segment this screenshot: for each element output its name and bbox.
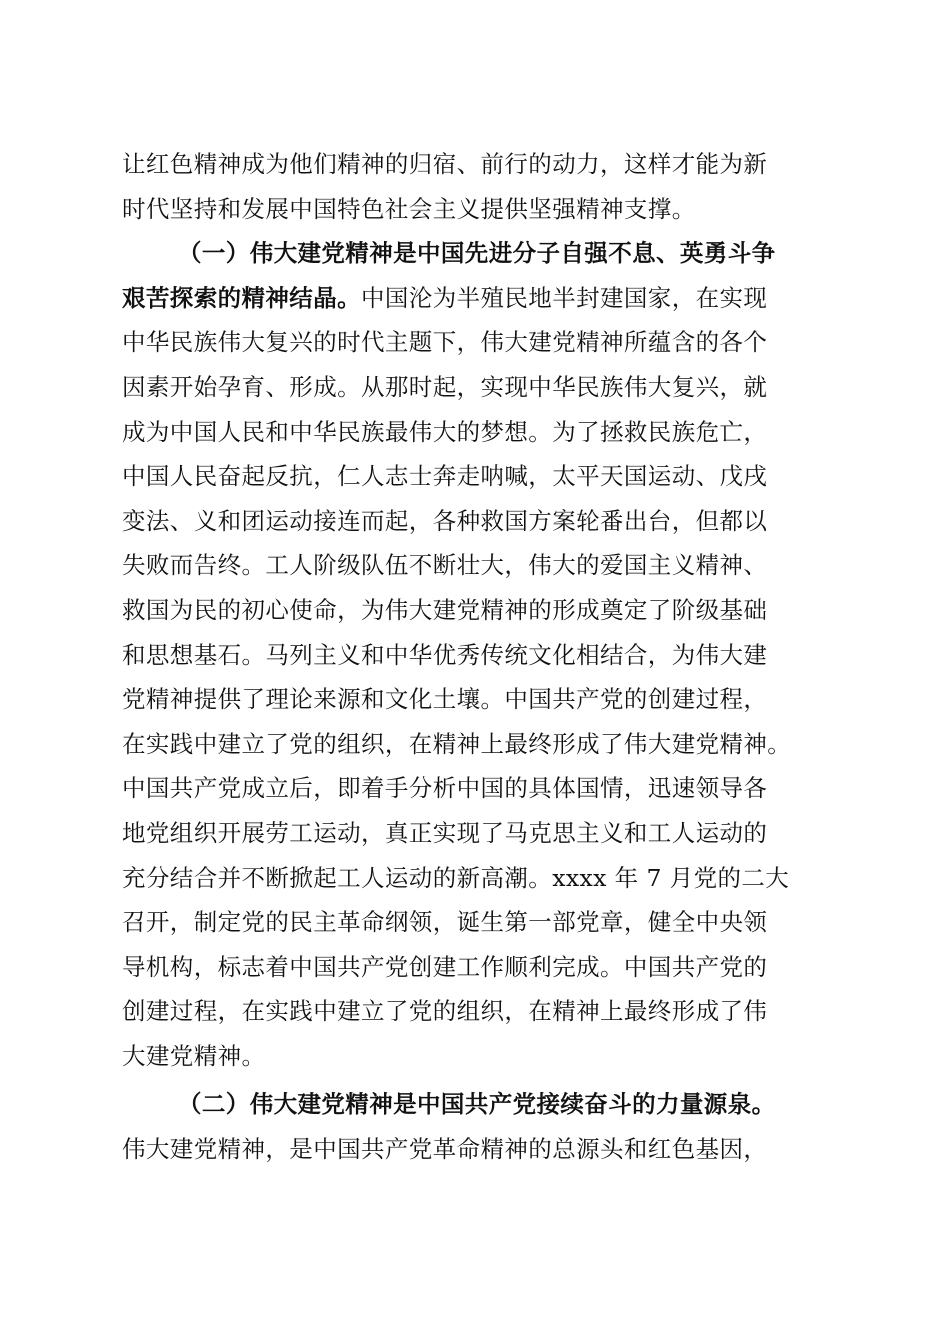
section-2-heading: （二）伟大建党精神是中国共产党接续奋斗的力量源泉。 [178, 1090, 776, 1119]
body-line: 中国共产党成立后，即着手分析中国的具体国情，迅速领导各 [122, 774, 768, 803]
body-line: 在实践中建立了党的组织，在精神上最终形成了伟大建党精神。 [122, 729, 792, 758]
body-line: 党精神提供了理论来源和文化土壤。中国共产党的创建过程， [122, 685, 768, 714]
body-line: 导机构，标志着中国共产党创建工作顺利完成。中国共产党的 [122, 952, 768, 981]
body-line: 创建过程，在实践中建立了党的组织，在精神上最终形成了伟 [122, 997, 768, 1026]
section-1-heading: （一）伟大建党精神是中国先进分子自强不息、英勇斗争 [178, 239, 776, 268]
body-line: 充分结合并不断掀起工人运动的新高潮。xxxx 年 7 月党的二大 [122, 863, 790, 892]
section-1-heading-tail: 艰苦探索的精神结晶。 [122, 283, 361, 312]
body-line: 失败而告终。工人阶级队伍不断壮大，伟大的爱国主义精神、 [122, 551, 768, 580]
body-line: 救国为民的初心使命，为伟大建党精神的形成奠定了阶级基础 [122, 595, 768, 624]
body-line: 中国人民奋起反抗，仁人志士奔走呐喊，太平天国运动、戊戌 [122, 462, 768, 491]
body-line: 让红色精神成为他们精神的归宿、前行的动力，这样才能为新 [122, 150, 768, 178]
body-line: 中华民族伟大复兴的时代主题下，伟大建党精神所蕴含的各个 [122, 328, 768, 357]
document-body [122, 142, 828, 1172]
body-line: 变法、义和团运动接连而起，各种救国方案轮番出台，但都以 [122, 506, 768, 535]
body-line: 召开，制定党的民主革命纲领，诞生第一部党章，健全中央领 [122, 908, 768, 937]
section-1-heading-continued [122, 276, 828, 321]
body-line: 时代坚持和发展中国特色社会主义提供坚强精神支撑。 [122, 194, 696, 223]
body-line: 地党组织开展劳工运动，真正实现了马克思主义和工人运动的 [122, 818, 768, 847]
body-line: 大建党精神。 [122, 1041, 266, 1070]
section-1-body-start: 中国沦为半殖民地半封建国家，在实现 [361, 283, 768, 312]
body-line: 伟大建党精神，是中国共产党革命精神的总源头和红色基因， [122, 1135, 768, 1164]
body-line: 和思想基石。马列主义和中华优秀传统文化相结合，为伟大建 [122, 640, 768, 669]
body-line: 成为中国人民和中华民族最伟大的梦想。为了拯救民族危亡， [122, 417, 768, 446]
body-line: 因素开始孕育、形成。从那时起，实现中华民族伟大复兴，就 [122, 372, 768, 401]
